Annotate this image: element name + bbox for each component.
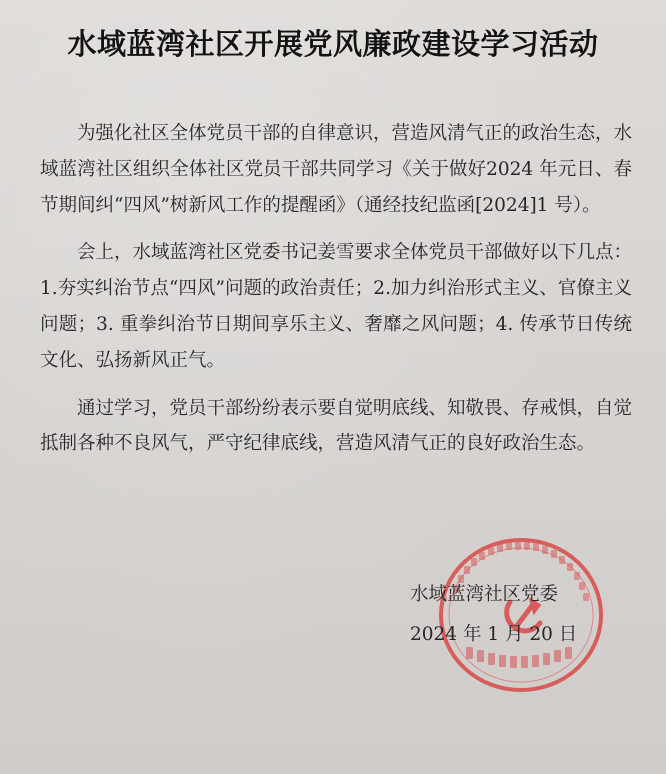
paragraph-3: 通过学习，党员干部纷纷表示要自觉明底线、知敬畏、存戒惧，自觉抵制各种不良风气，严守纪律底线，营造风清气正的良好政治生态。 bbox=[40, 397, 633, 455]
signing-organization: 水域蓝湾社区党委 bbox=[410, 584, 559, 605]
signature-block bbox=[410, 580, 600, 660]
paragraph-2: 会上，水域蓝湾社区党委书记姜雪要求全体党员干部做好以下几点：1.夯实纠治节点“四风”问题的政治责任；2.加力纠治形式主义、官僚主义问题；3. 重拳纠治节日期间享乐主义、奢靡之风问题；4. 传承节日传统文化、弘扬新风正气。 bbox=[40, 242, 633, 371]
signing-date: 2024 年 1 月 20 日 bbox=[410, 624, 578, 645]
document-body bbox=[40, 116, 632, 474]
paragraph-1: 为强化社区全体党员干部的自律意识，营造风清气正的政治生态，水域蓝湾社区组织全体社区党员干部共同学习《关于做好2024 年元日、春节期间纠“四风”树新风工作的提醒函》（通经技纪监函[2024]1 号）。 bbox=[40, 123, 633, 216]
document-title: 水域蓝湾社区开展党风廉政建设学习活动 bbox=[67, 27, 599, 61]
